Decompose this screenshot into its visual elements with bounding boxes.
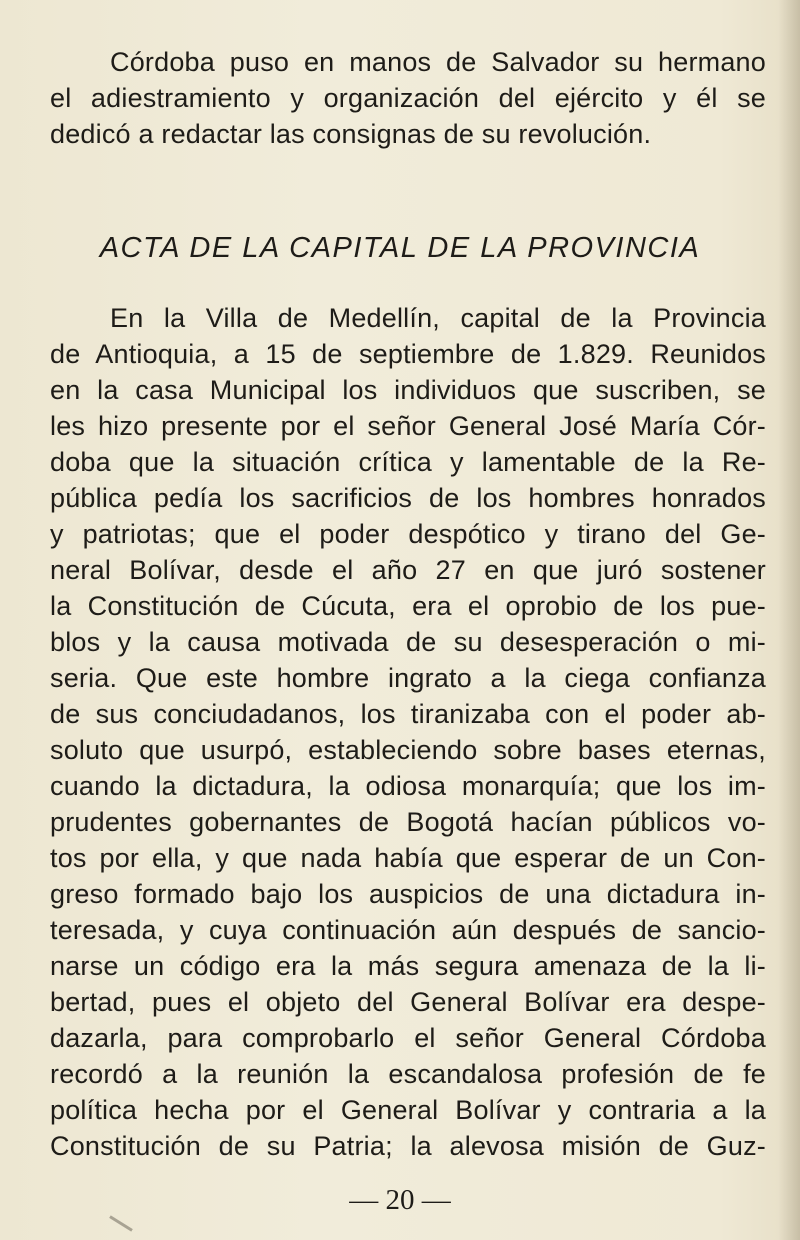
acta-line-10: blos y la causa motivada de su desesperación o mi- <box>50 627 766 657</box>
acta-line-12: de sus conciudadanos, los tiranizaba con el poder ab- <box>50 699 766 729</box>
acta-line-5: doba que la situación crítica y lamentable de la Re- <box>50 447 766 477</box>
acta-line-8: neral Bolívar, desde el año 27 en que juró sostener <box>50 555 766 585</box>
intro-line-2: el adiestramiento y organización del ejército y él se <box>50 83 766 113</box>
acta-line-2: de Antioquia, a 15 de septiembre de 1.829. Reunidos <box>50 339 766 369</box>
acta-line-3: en la casa Municipal los individuos que suscriben, se <box>50 375 766 405</box>
acta-line-6: pública pedía los sacrificios de los hombres honrados <box>50 483 766 513</box>
intro-line-1: Córdoba puso en manos de Salvador su hermano <box>110 47 766 77</box>
acta-line-24: Constitución de su Patria; la alevosa misión de Guz- <box>50 1131 766 1161</box>
acta-line-18: teresada, y cuya continuación aún después de sancio- <box>50 915 766 945</box>
acta-line-14: cuando la dictadura, la odiosa monarquía; que los im- <box>50 771 766 801</box>
acta-line-16: tos por ella, y que nada había que esperar de un Con- <box>50 843 766 873</box>
page-number: — 20 — <box>349 1184 451 1216</box>
acta-line-22: recordó a la reunión la escandalosa profesión de fe <box>50 1059 766 1089</box>
acta-line-11: seria. Que este hombre ingrato a la ciega confianza <box>50 663 766 693</box>
acta-line-1: En la Villa de Medellín, capital de la Provincia <box>110 303 766 333</box>
acta-line-20: bertad, pues el objeto del General Bolívar era despe- <box>50 987 766 1017</box>
acta-line-9: la Constitución de Cúcuta, era el oprobio de los pue- <box>50 591 766 621</box>
page-edge-shadow <box>778 0 800 1240</box>
section-heading: ACTA DE LA CAPITAL DE LA PROVINCIA <box>99 232 701 264</box>
intro-line-3: dedicó a redactar las consignas de su revolución. <box>50 119 652 149</box>
acta-line-15: prudentes gobernantes de Bogotá hacían públicos vo- <box>50 807 766 837</box>
acta-line-21: dazarla, para comprobarlo el señor General Córdoba <box>50 1023 766 1053</box>
acta-line-13: soluto que usurpó, estableciendo sobre bases eternas, <box>50 735 766 765</box>
acta-line-19: narse un código era la más segura amenaza de la li- <box>50 951 766 981</box>
acta-line-17: greso formado bajo los auspicios de una dictadura in- <box>50 879 766 909</box>
acta-line-4: les hizo presente por el señor General José María Cór- <box>50 411 766 441</box>
acta-line-7: y patriotas; que el poder despótico y tirano del Ge- <box>50 519 766 549</box>
acta-line-23: política hecha por el General Bolívar y contraria a la <box>50 1095 766 1125</box>
